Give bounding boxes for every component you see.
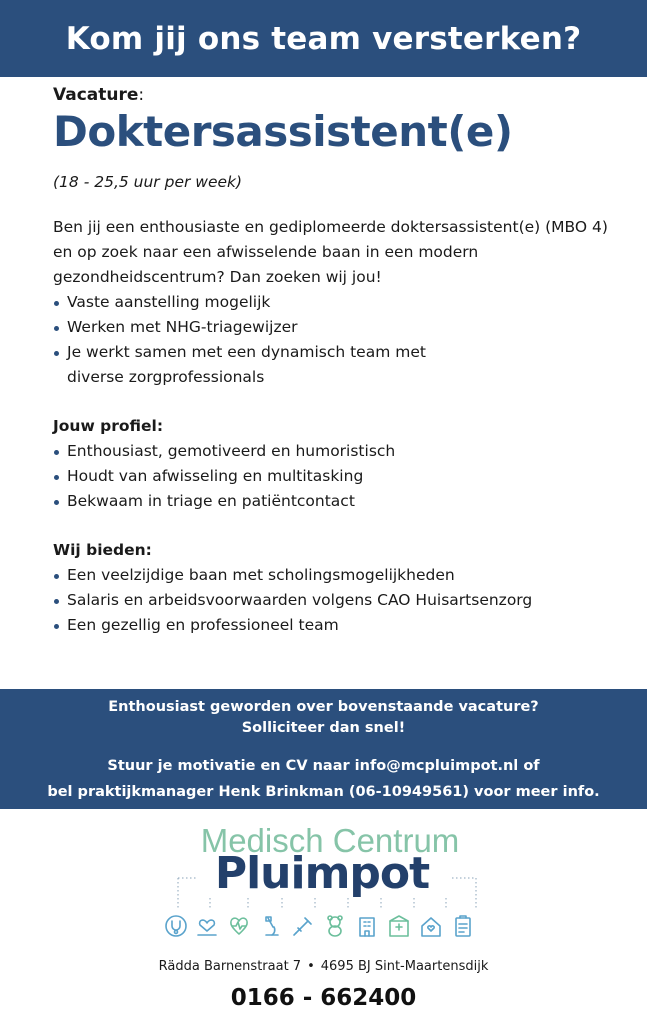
address-street: Rädda Barnenstraat 7 bbox=[158, 959, 302, 974]
clipboard-icon bbox=[456, 916, 470, 936]
stethoscope-icon bbox=[166, 916, 186, 936]
list-item: Werken met NHG-triagewijzer bbox=[53, 315, 623, 340]
top-banner bbox=[0, 0, 647, 77]
phone-number: 0166 - 662400 bbox=[230, 985, 417, 1011]
address-separator: • bbox=[307, 959, 315, 974]
list-item: Bekwaam in triage en patiëntcontact bbox=[53, 489, 623, 514]
list-item: Salaris en arbeidsvoorwaarden volgens CAO Huisartsenzorg bbox=[53, 588, 623, 613]
cta-line-2: Solliciteer dan snel! bbox=[241, 720, 406, 736]
cta-contact bbox=[0, 753, 647, 805]
offer-heading: Wij bieden: bbox=[53, 541, 152, 559]
list-item: Een veelzijdige baan met scholingsmogelijkheden bbox=[53, 563, 623, 588]
cta-line-1: Enthousiast geworden over bovenstaande vacature? bbox=[108, 699, 539, 715]
clinic-icon bbox=[390, 916, 408, 936]
microscope-icon bbox=[266, 917, 278, 935]
cta-line-4: bel praktijkmanager Henk Brinkman (06-10949561) voor meer info. bbox=[47, 784, 600, 800]
building-icon bbox=[360, 918, 374, 936]
hours-per-week: (18 - 25,5 uur per week) bbox=[53, 173, 243, 191]
highlights-list bbox=[53, 290, 623, 390]
intro-text: Ben jij een enthousiaste en gediplomeerde doktersassistent(e) (MBO 4) en op zoek naar een afwisselende baan in een modern gezondheidscentrum? Dan zoeken wij jou! bbox=[53, 218, 608, 286]
address-line bbox=[0, 959, 647, 974]
profile-list bbox=[53, 439, 623, 514]
cta-intro bbox=[0, 697, 647, 739]
list-item: Houdt van afwisseling en multitasking bbox=[53, 464, 623, 489]
medisch-centrum-pluimpot-logo bbox=[150, 818, 510, 950]
logo-line-1: Medisch Centrum bbox=[200, 822, 460, 859]
vacancy-label-colon: : bbox=[138, 85, 145, 105]
vacancy-label bbox=[53, 85, 623, 105]
cta-line-3: Stuur je motivatie en CV naar info@mcpluimpot.nl of bbox=[107, 758, 540, 774]
offer-list bbox=[53, 563, 623, 638]
list-item: Vaste aanstelling mogelijk bbox=[53, 290, 623, 315]
list-item: Een gezellig en professioneel team bbox=[53, 613, 623, 638]
heartbeat-icon bbox=[231, 918, 247, 934]
banner-title: Kom jij ons team versterken? bbox=[65, 20, 582, 57]
heart-hand-icon bbox=[198, 920, 216, 935]
vacancy-content bbox=[53, 85, 623, 638]
house-heart-icon bbox=[422, 918, 440, 936]
profile-heading: Jouw profiel: bbox=[53, 417, 164, 435]
call-to-action-banner bbox=[0, 689, 647, 809]
list-item: Je werkt samen met een dynamisch team met diverse zorgprofessionals bbox=[53, 340, 467, 390]
list-item: Enthousiast, gemotiveerd en humoristisch bbox=[53, 439, 623, 464]
job-title: Doktersassistent(e) bbox=[53, 107, 513, 156]
syringe-icon bbox=[294, 918, 311, 935]
logo-line-2: Pluimpot bbox=[214, 848, 430, 899]
address-city: 4695 BJ Sint-Maartensdijk bbox=[320, 959, 489, 974]
teddy-bear-icon bbox=[328, 916, 342, 936]
vacancy-label-text: Vacature bbox=[53, 85, 139, 105]
